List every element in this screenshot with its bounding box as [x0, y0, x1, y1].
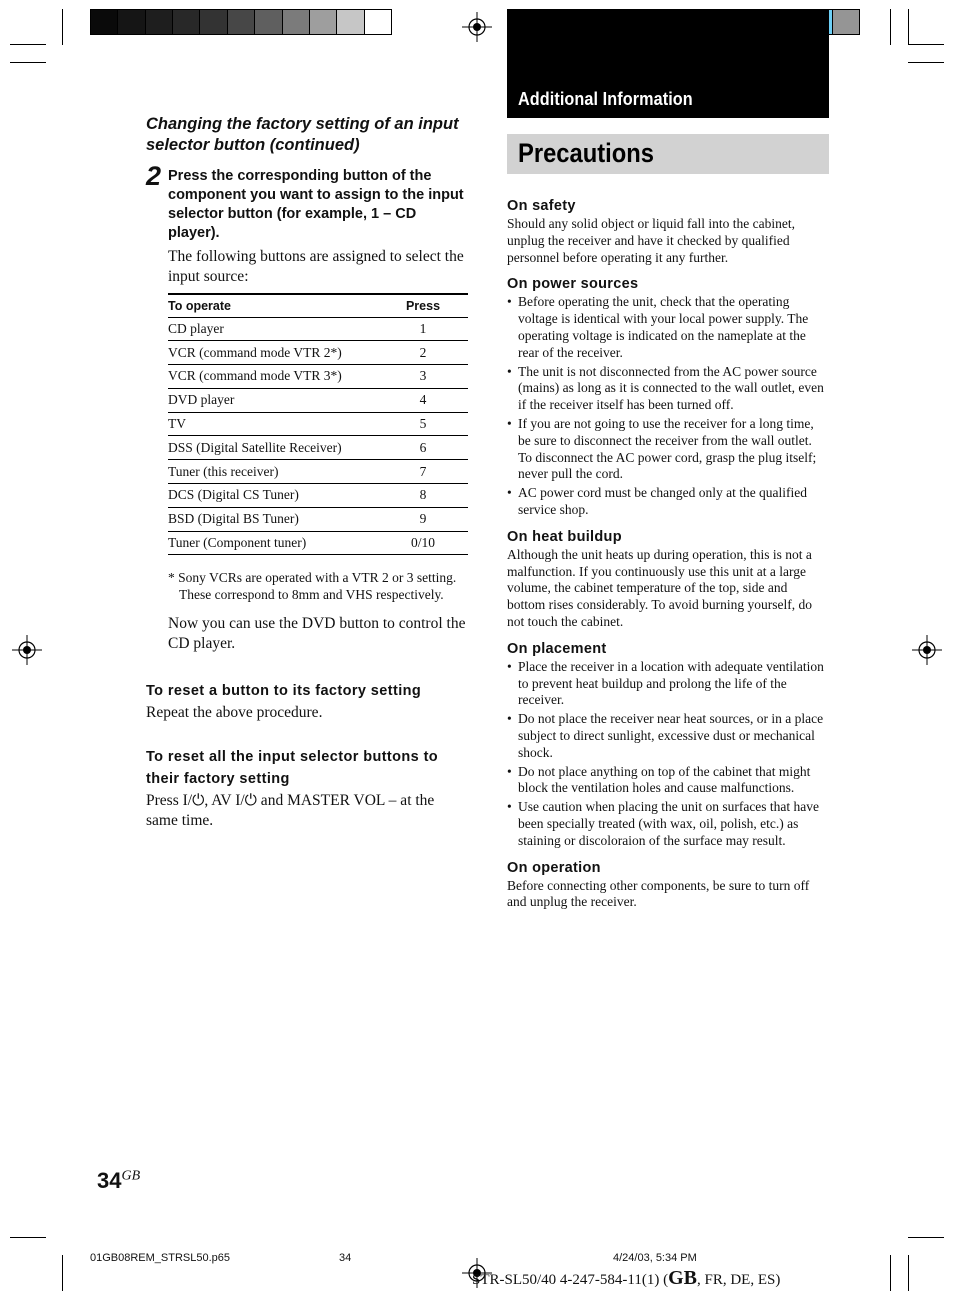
step-instruction: Press the corresponding button of the component you want to assign to the input selector button (for example, 1 – CD player). [168, 168, 464, 241]
page-heading-box [507, 134, 829, 174]
heat-text: Although the unit heats up during operation, this is not a malfunction. If you continuously use this unit at a large volume, the cabinet temperature of the top, side and bottom rises considerably. To avoid burning yourself, do not touch the cabinet. [507, 546, 813, 629]
file-name: 01GB08REM_STRSL50.p65 [90, 1252, 231, 1264]
reset-all-text: Press I/⏻, AV I/⏻ and MASTER VOL – at the same time. [146, 792, 435, 830]
table-header-row [168, 294, 468, 317]
section-header [507, 9, 829, 118]
model-suffix: , FR, DE, ES) [697, 1272, 781, 1288]
gray-swatch [173, 10, 200, 34]
press-cell: 3 [378, 365, 468, 389]
table-row [168, 507, 468, 531]
page-number-value: 34 [97, 1168, 122, 1193]
power-list [507, 294, 829, 518]
file-page: 34 [339, 1252, 352, 1264]
power-heading: On power sources [507, 276, 639, 293]
grayscale-bar [90, 9, 392, 35]
section-title: Additional Information [518, 89, 693, 109]
gray-swatch [91, 10, 118, 34]
page-heading: Precautions [518, 138, 655, 168]
component-cell: BSD (Digital BS Tuner) [168, 507, 378, 531]
list-item: • Place the receiver in a location with adequate ventilation to prevent heat buildup and prolong the life of the receiver. [507, 659, 829, 709]
press-cell: 6 [378, 436, 468, 460]
heat-heading: On heat buildup [507, 528, 622, 545]
intro-text: The following buttons are assigned to select the input source: [168, 248, 464, 285]
component-cell: VCR (command mode VTR 3*) [168, 365, 378, 389]
registration-mark-icon [462, 12, 492, 42]
gray-swatch [228, 10, 255, 34]
color-swatch [833, 10, 859, 34]
gray-swatch [337, 10, 364, 34]
press-cell: 9 [378, 507, 468, 531]
gray-swatch [283, 10, 310, 34]
press-cell: 7 [378, 460, 468, 484]
placement-heading: On placement [507, 640, 607, 657]
table-row [168, 484, 468, 508]
crop-mark [890, 9, 891, 45]
step [146, 161, 470, 287]
crop-mark [908, 44, 944, 45]
crop-mark [62, 1255, 63, 1291]
registration-mark-icon [12, 635, 42, 665]
press-cell: 1 [378, 317, 468, 341]
gray-swatch [310, 10, 337, 34]
list-item: • If you are not going to use the receiver for a long time, be sure to disconnect the receiver from the wall outlet. To disconnect the AC power cord, grasp the plug itself; never pull the cord. [507, 416, 829, 483]
reset-all-heading: To reset all the input selector buttons to their factory setting [146, 749, 439, 788]
table-row [168, 531, 468, 555]
crop-mark [10, 1237, 46, 1238]
crop-mark [10, 62, 46, 63]
press-cell: 5 [378, 412, 468, 436]
list-item: • Before operating the unit, check that the operating voltage is identical with your local power supply. The operating voltage is indicated on the nameplate at the rear of the receiver. [507, 294, 829, 361]
crop-mark [10, 44, 46, 45]
crop-mark [62, 9, 63, 45]
column-header: Press [378, 294, 468, 317]
component-cell: DCS (Digital CS Tuner) [168, 484, 378, 508]
safety-text: Should any solid object or liquid fall into the cabinet, unplug the receiver and have it checked by qualified personnel before operating it any further. [507, 216, 795, 265]
reset-button-text: Repeat the above procedure. [146, 704, 323, 722]
table-row [168, 365, 468, 389]
dvd-note: Now you can use the DVD button to control the CD player. [168, 615, 466, 653]
crop-mark [908, 9, 909, 45]
reset-button-heading: To reset a button to its factory setting [146, 683, 422, 700]
table-row [168, 317, 468, 341]
list-item: • Do not place anything on top of the cabinet that might block the ventilation holes and cause malfunctions. [507, 764, 829, 798]
table-row [168, 436, 468, 460]
operation-heading: On operation [507, 859, 601, 876]
list-item: • AC power cord must be changed only at the qualified service shop. [507, 485, 829, 519]
gray-swatch [146, 10, 173, 34]
list-item: • Do not place the receiver near heat sources, or in a place subject to direct sunlight, excessive dust or mechanical shock. [507, 711, 829, 761]
list-item: • The unit is not disconnected from the AC power source (mains) as long as it is connected to the wall outlet, even if the receiver itself has been turned off. [507, 364, 829, 414]
subheading: Changing the factory setting of an input selector button (continued) [146, 115, 459, 154]
component-cell: TV [168, 412, 378, 436]
page-number [97, 1168, 140, 1194]
component-cell: DSS (Digital Satellite Receiver) [168, 436, 378, 460]
footnote: * Sony VCRs are operated with a VTR 2 or 3 setting. These correspond to 8mm and VHS respectively. [168, 570, 457, 603]
registration-mark-icon [912, 635, 942, 665]
crop-mark [908, 1237, 944, 1238]
timestamp: 4/24/03, 5:34 PM [613, 1252, 697, 1264]
list-item: • Use caution when placing the unit on surfaces that have been specially treated (with wax, oil, polish, etc.) as staining or discoloraion of the surface may result. [507, 799, 829, 849]
column-header: To operate [168, 294, 378, 317]
table-row [168, 388, 468, 412]
component-cell: DVD player [168, 388, 378, 412]
table-row [168, 341, 468, 365]
safety-heading: On safety [507, 198, 576, 214]
press-cell: 8 [378, 484, 468, 508]
model-line [472, 1267, 780, 1290]
table-row [168, 412, 468, 436]
component-cell: VCR (command mode VTR 2*) [168, 341, 378, 365]
operation-text: Before connecting other components, be sure to turn off and unplug the receiver. [507, 877, 810, 910]
crop-mark [908, 1255, 909, 1291]
placement-list [507, 659, 829, 850]
step-number: 2 [146, 161, 162, 191]
press-cell: 0/10 [378, 531, 468, 555]
model-gb: GB [668, 1267, 697, 1289]
crop-mark [908, 62, 944, 63]
gray-swatch [118, 10, 145, 34]
page-number-suffix: GB [121, 1168, 141, 1184]
table-row [168, 460, 468, 484]
gray-swatch [200, 10, 227, 34]
model-prefix: STR-SL50/40 4-247-584-11(1) ( [472, 1272, 669, 1288]
right-column [507, 196, 829, 911]
press-cell: 4 [378, 388, 468, 412]
left-column [146, 114, 470, 831]
assignment-table [168, 293, 468, 555]
press-cell: 2 [378, 341, 468, 365]
gray-swatch [365, 10, 391, 34]
component-cell: Tuner (Component tuner) [168, 531, 378, 555]
component-cell: Tuner (this receiver) [168, 460, 378, 484]
component-cell: CD player [168, 317, 378, 341]
gray-swatch [255, 10, 282, 34]
crop-mark [890, 1255, 891, 1291]
